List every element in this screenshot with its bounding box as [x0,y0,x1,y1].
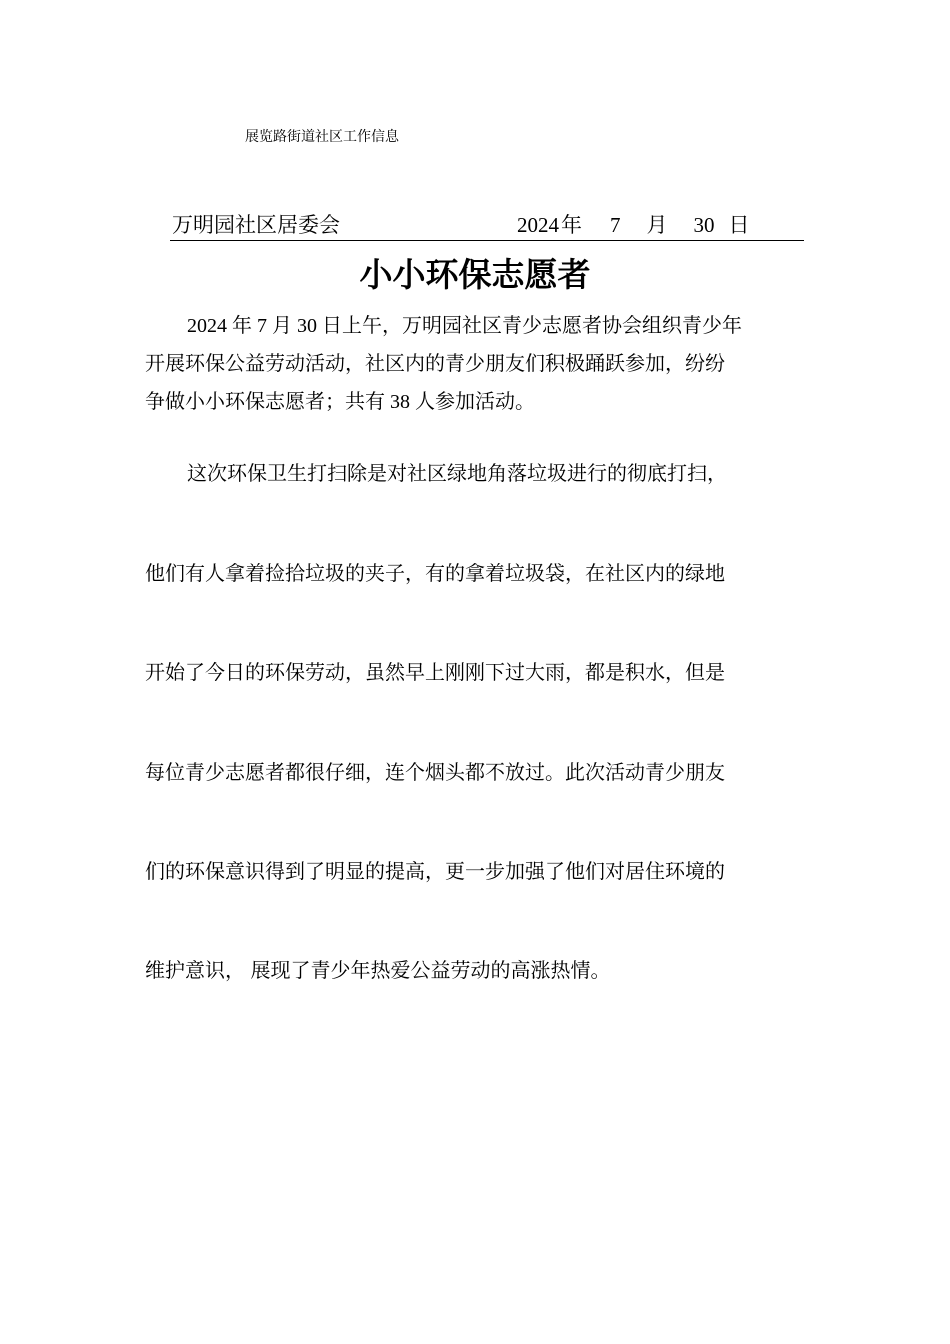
paragraph-line: 他们有人拿着捡拾垃圾的夹子，有的拿着垃圾袋，在社区内的绿地 [145,563,725,585]
paragraph-line: 争做小小环保志愿者；共有 38 人参加活动。 [145,391,535,413]
date-month-unit: 月 [646,213,668,237]
paragraph-line: 这次环保卫生打扫除是对社区绿地角落垃圾进行的彻底打扫， [187,463,727,485]
date-year: 2024 [517,213,559,237]
organization-date-line [170,210,804,241]
paragraph-line: 维护意识， 展现了青少年热爱公益劳动的高涨热情。 [145,960,611,982]
organization-name: 万明园社区居委会 [172,213,340,237]
date-day: 30 [693,213,715,237]
paragraph-line: 们的环保意识得到了明显的提高，更一步加强了他们对居住环境的 [145,861,725,883]
report-date [517,210,750,240]
article-title: 小小环保志愿者 [359,258,591,294]
header-note: 展览路街道社区工作信息 [245,130,399,145]
paragraph-line: 开始了今日的环保劳动，虽然早上刚刚下过大雨，都是积水，但是 [145,662,725,684]
date-month: 7 [610,213,621,237]
paragraph-line: 2024 年 7 月 30 日上午，万明园社区青少志愿者协会组织青少年 [187,315,742,337]
paragraph-line: 每位青少志愿者都很仔细，连个烟头都不放过。此次活动青少朋友 [145,762,725,784]
date-day-unit: 日 [728,213,750,237]
paragraph-intro [145,307,810,421]
paragraph-line: 开展环保公益劳动活动，社区内的青少朋友们积极踊跃参加，纷纷 [145,353,725,375]
date-year-unit: 年 [561,213,582,237]
